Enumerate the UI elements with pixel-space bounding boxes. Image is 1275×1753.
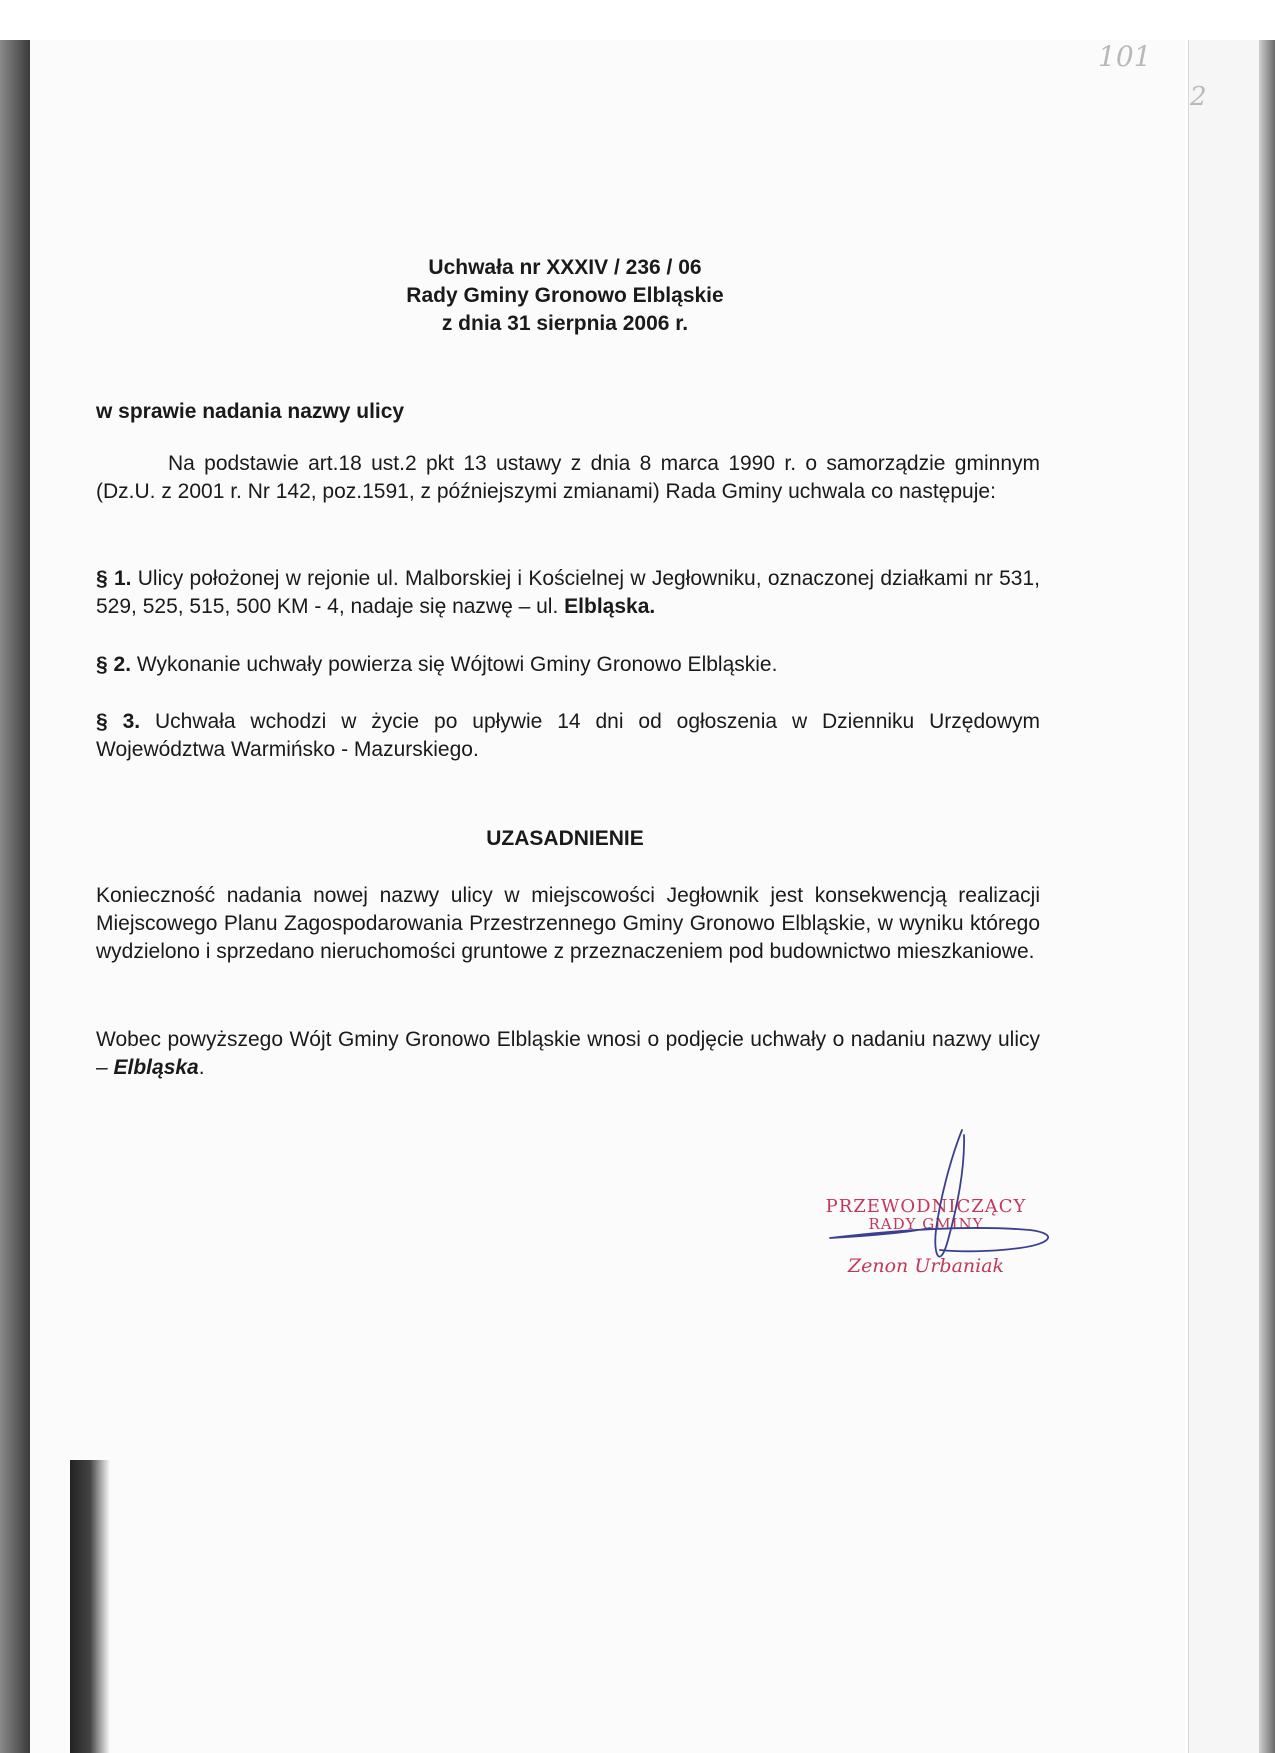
resolution-title: Uchwała nr XXXIV / 236 / 06 — [428, 256, 702, 279]
section-text: Wykonanie uchwały powierza się Wójtowi Gminy Gronowo Elbląskie. — [136, 653, 778, 676]
folio-mark: 101 — [1098, 40, 1152, 73]
section-text: Ulicy położonej w rejonie ul. Malborskiej i Kościelnej w Jegłowniku, oznaczonej działkami nr 531, 529, 525, 515, 500 KM - 4, nadaje się nazwę – ul. — [96, 567, 1040, 618]
handwritten-signature — [790, 1120, 1070, 1290]
scan-top-margin — [0, 0, 1275, 40]
stamp-name: Zenon Urbaniak — [847, 1255, 1005, 1277]
stamp-council: RADY GMINY — [868, 1215, 984, 1233]
legal-basis-paragraph — [96, 450, 1040, 506]
legal-basis-text: Na podstawie art.18 ust.2 pkt 13 ustawy z dnia 8 marca 1990 r. o samorządzie gminnym (Dz.U. z 2001 r. Nr 142, poz.1591, z późniejszymi zmianami) Rada Gminy uchwala co następuje: — [96, 452, 1040, 503]
underlying-page-edge — [1188, 40, 1259, 1753]
resolution-subject: w sprawie nadania nazwy ulicy — [96, 400, 405, 423]
section-label: § 2. — [96, 653, 132, 676]
signature-stroke — [830, 1130, 1048, 1257]
scan-binding-shadow — [70, 1460, 110, 1753]
section-label: § 3. — [96, 710, 141, 733]
street-name: Elbląska — [113, 1056, 199, 1079]
stamp-title: PRZEWODNICZĄCY — [825, 1196, 1027, 1217]
justification-text: Wobec powyższego Wójt Gminy Gronowo Elbląskie wnosi o podjęcie uchwały o nadaniu nazwy ulicy – — [96, 1028, 1040, 1079]
street-name: Elbląska. — [564, 595, 656, 618]
sentence-end: . — [198, 1056, 205, 1079]
scan-left-shadow — [0, 40, 30, 1753]
scan-right-shadow — [1259, 40, 1275, 1753]
folio-mark-secondary: 2 — [1190, 82, 1207, 112]
section-2 — [96, 651, 1040, 679]
section-text: Uchwała wchodzi w życie po upływie 14 dni od ogłoszenia w Dzienniku Urzędowym Województwa Warmińsko - Mazurskiego. — [96, 710, 1040, 761]
resolution-date: z dnia 31 sierpnia 2006 r. — [441, 312, 689, 335]
section-1 — [96, 565, 1040, 621]
section-3 — [96, 708, 1040, 764]
section-label: § 1. — [96, 567, 132, 590]
justification-heading: UZASADNIENIE — [486, 827, 644, 850]
resolution-issuer: Rady Gminy Gronowo Elbląskie — [406, 284, 724, 307]
justification-paragraph-1: Konieczność nadania nowej nazwy ulicy w miejscowości Jegłownik jest konsekwencją realizacji Miejscowego Planu Zagospodarowania Przestrzennego Gminy Gronowo Elbląskie, w wyniku którego wydzielono i sprzedano nieruchomości gruntowe z przeznaczeniem pod budownictwo mieszkaniowe. — [96, 884, 1040, 963]
justification-paragraph-2 — [96, 1026, 1040, 1082]
